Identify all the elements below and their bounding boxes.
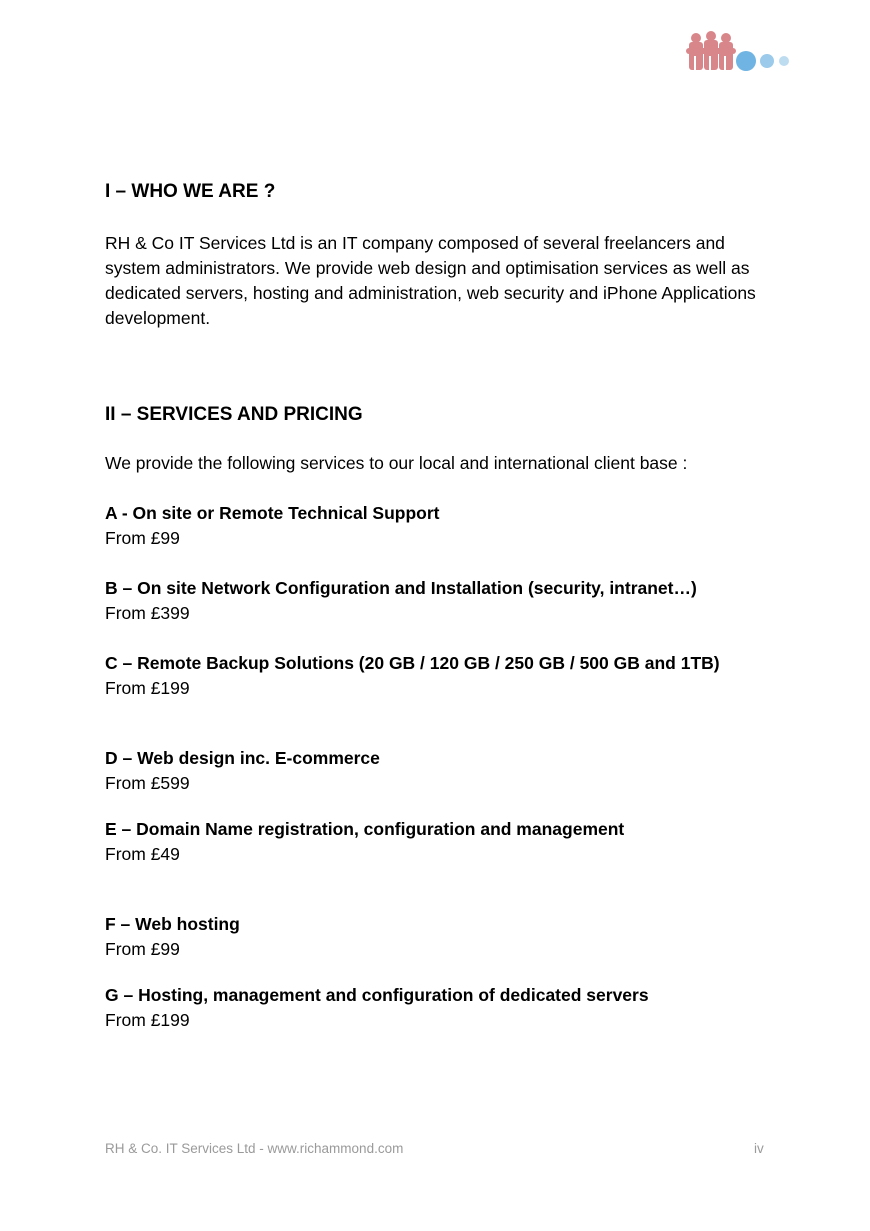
page-number: iv [754, 1141, 764, 1156]
service-price: From £99 [105, 528, 180, 548]
service-price: From £99 [105, 939, 180, 959]
service-item [105, 746, 805, 796]
service-title: D – Web design inc. E-commerce [105, 748, 380, 768]
services-intro: We provide the following services to our local and international client base : [105, 453, 688, 473]
service-title: A - On site or Remote Technical Support [105, 503, 440, 523]
service-item [105, 817, 805, 867]
section-heading-who-we-are: I – WHO WE ARE ? [105, 181, 276, 202]
service-price: From £49 [105, 844, 180, 864]
service-price: From £599 [105, 773, 190, 793]
service-title: C – Remote Backup Solutions (20 GB / 120 GB / 250 GB / 500 GB and 1TB) [105, 653, 720, 673]
service-item [105, 983, 805, 1033]
company-logo [686, 30, 796, 76]
footer-text: RH & Co. IT Services Ltd - www.richammond.com [105, 1141, 404, 1156]
about-paragraph: RH & Co IT Services Ltd is an IT company composed of several freelancers and system administrators. We provide web design and optimisation services as well as dedicated servers, hosting and administration, web security and iPhone Applications development. [105, 233, 756, 328]
section-heading-services: II – SERVICES AND PRICING [105, 404, 363, 425]
people-bubbles-logo-icon [686, 30, 796, 76]
service-title: B – On site Network Configuration and Installation (security, intranet…) [105, 578, 697, 598]
service-item [105, 651, 805, 701]
service-title: E – Domain Name registration, configuration and management [105, 819, 625, 839]
service-price: From £199 [105, 1010, 190, 1030]
service-title: F – Web hosting [105, 914, 240, 934]
service-item [105, 501, 805, 551]
service-price: From £199 [105, 678, 190, 698]
service-item [105, 576, 805, 626]
service-title: G – Hosting, management and configuration of dedicated servers [105, 985, 649, 1005]
service-item [105, 912, 805, 962]
service-price: From £399 [105, 603, 190, 623]
